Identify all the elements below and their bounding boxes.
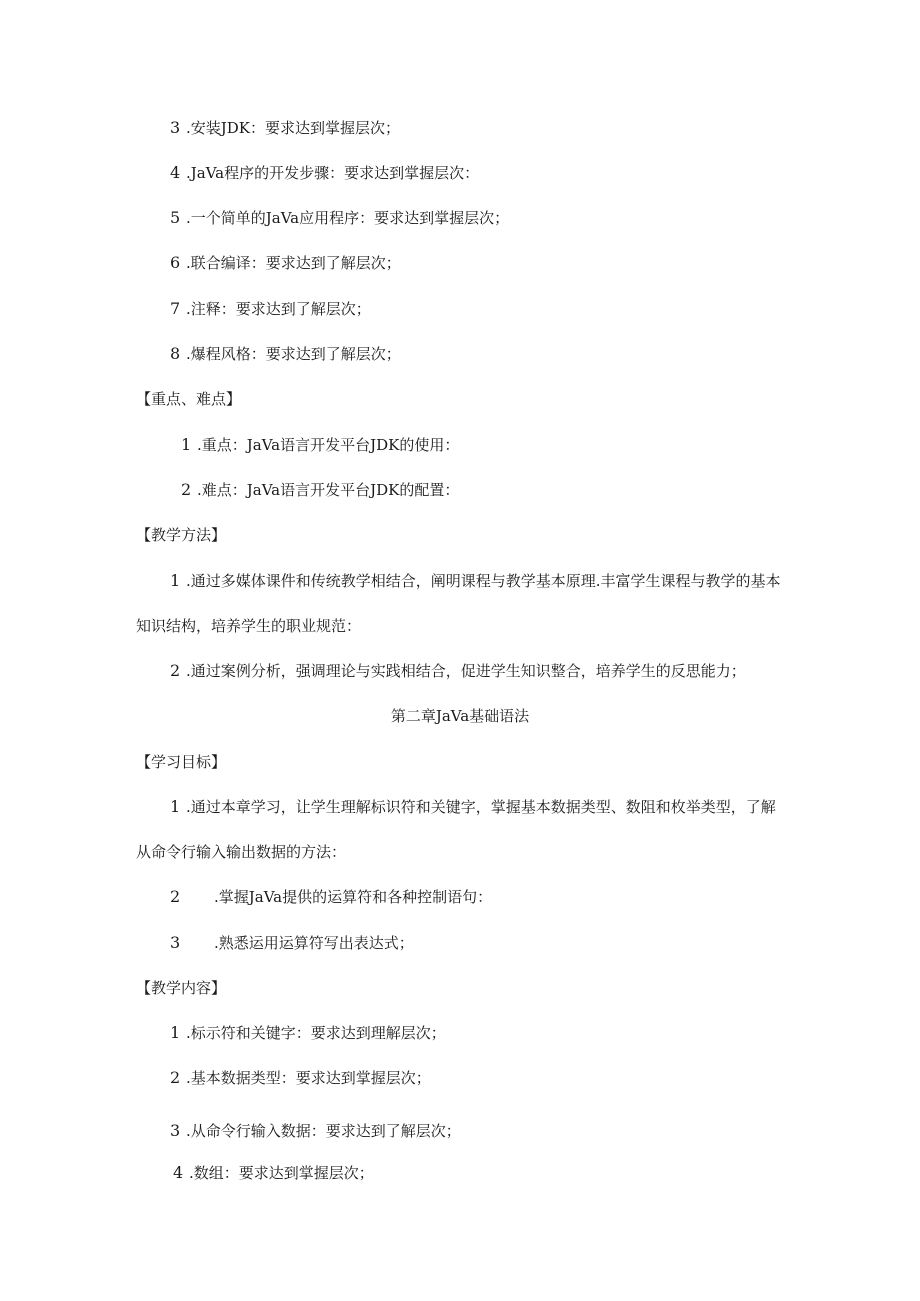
list-item: .标示符和关键字：要求达到理解层次； xyxy=(186,1024,446,1042)
list-number: 5 xyxy=(170,208,181,227)
list-number: 3 xyxy=(170,1121,181,1140)
list-item: .难点：JaVa语言开发平台JDK的配置： xyxy=(197,481,460,499)
list-item: .安装JDK：要求达到掌握层次； xyxy=(186,119,401,137)
section-heading-content: 【教学内容】 xyxy=(136,979,227,997)
list-number: 6 xyxy=(170,253,181,272)
list-item: .从命令行输入数据：要求达到了解层次； xyxy=(186,1122,461,1140)
paragraph-line: .通过本章学习，让学生理解标识符和关键字，掌握基本数据类型、数阻和枚举类型，了解 xyxy=(186,798,776,816)
list-item: .基本数据类型：要求达到掌握层次； xyxy=(186,1069,431,1087)
list-item: .掌握JaVa提供的运算符和各种控制语句： xyxy=(214,888,493,906)
paragraph-line: .通过多媒体课件和传统教学相结合，阐明课程与教学基本原理.丰富学生课程与教学的基本 xyxy=(186,572,781,590)
list-number: 1 xyxy=(170,797,181,816)
chapter-title: 第二章JaVa基础语法 xyxy=(390,707,530,725)
section-heading-goals: 【学习目标】 xyxy=(136,753,227,771)
list-item: .重点：JaVa语言开发平台JDK的使用： xyxy=(197,436,460,454)
list-number: 2 xyxy=(181,480,192,499)
list-number: 1 xyxy=(170,571,181,590)
list-number: 2 xyxy=(170,1068,181,1087)
list-item: .JaVa程序的开发步骤：要求达到掌握层次： xyxy=(186,164,480,182)
list-number: 1 xyxy=(181,435,192,454)
section-heading-keypoints: 【重点、难点】 xyxy=(136,390,242,408)
list-number: 2 xyxy=(170,661,181,680)
section-heading-methods: 【教学方法】 xyxy=(136,526,227,544)
list-number: 1 xyxy=(170,1023,181,1042)
list-item: .通过案例分析，强调理论与实践相结合，促进学生知识整合，培养学生的反思能力； xyxy=(186,662,746,680)
list-item: .数组：要求达到掌握层次； xyxy=(189,1164,374,1182)
paragraph-line: 从命令行输入输出数据的方法： xyxy=(136,843,347,861)
list-number: 7 xyxy=(170,299,181,318)
list-number: 2 xyxy=(170,887,181,906)
list-number: 3 xyxy=(170,118,181,137)
list-item: .熟悉运用运算符写出表达式； xyxy=(214,934,414,952)
paragraph-line: 知识结构，培养学生的职业规范： xyxy=(136,617,362,635)
list-item: .联合编译：要求达到了解层次； xyxy=(186,254,401,272)
list-number: 4 xyxy=(173,1163,184,1182)
list-number: 4 xyxy=(170,163,181,182)
list-number: 3 xyxy=(170,933,181,952)
list-item: .一个简单的JaVa应用程序：要求达到掌握层次； xyxy=(186,209,510,227)
list-item: .注释：要求达到了解层次； xyxy=(186,300,371,318)
list-item: .爆程风格：要求达到了解层次； xyxy=(186,345,401,363)
list-number: 8 xyxy=(170,344,181,363)
